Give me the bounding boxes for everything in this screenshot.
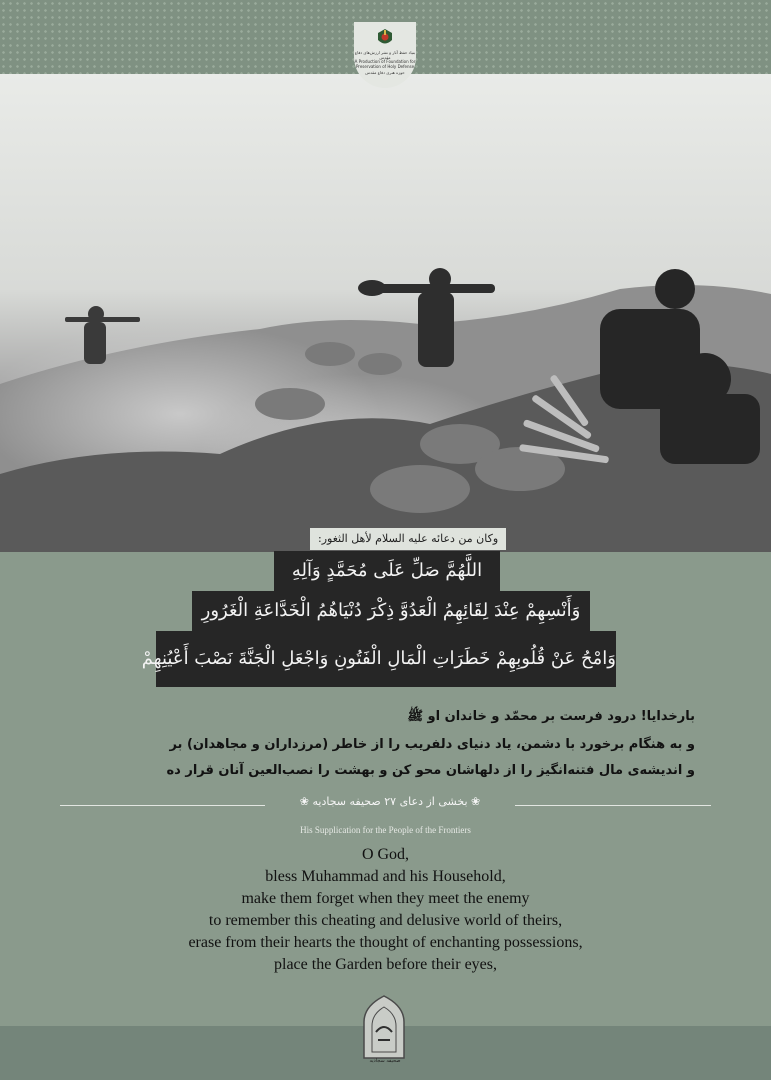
- arabic-line: اللَّهُمَّ صَلِّ عَلَى مُحَمَّدٍ وَآلِهِ: [274, 551, 500, 591]
- header-logo: [354, 22, 416, 88]
- english-line: make them forget when they meet the enemy: [241, 890, 530, 907]
- divider-left: [60, 805, 265, 806]
- arabic-line: وَأَنْسِهِمْ عِنْدَ لِقَائِهِمُ الْعَدُوَّ ذِكْرَ دُنْيَاهُمُ الْخَدَّاعَةِ الْغَرُورِ: [192, 591, 590, 631]
- english-line: erase from their hearts the thought of enchanting possessions,: [188, 934, 583, 951]
- emblem-icon: [376, 28, 394, 48]
- logo-text-en: A Production of Foundation for Preservation of Holy Defense: [354, 59, 416, 69]
- english-line: bless Muhammad and his Household,: [265, 868, 506, 885]
- persian-translation-line: بارخدایا! درود فرست بر محمّد و خاندان او ﷺ: [407, 709, 695, 724]
- logo-text-fa: بنیاد حفظ آثار و نشر ارزش‌های دفاع مقدس: [354, 50, 416, 60]
- logo-text-fa-2: حوزه هنری دفاع مقدس: [365, 70, 405, 75]
- photo-illustration: [0, 74, 771, 552]
- persian-translation-line: و اندیشه‌ی مال فتنه‌انگیز را از دلهاشان محو کن و بهشت را نصب‌العین آنان قرار ده: [166, 763, 695, 778]
- divider-right: [515, 805, 711, 806]
- english-line: O God,: [361, 846, 410, 863]
- persian-translation-line: و به هنگام برخورد با دشمن، یاد دنیای دلفریب را از خاطر (مرزداران و مجاهدان) بر: [169, 737, 695, 752]
- english-line: place the Garden before their eyes,: [274, 956, 497, 973]
- english-line: to remember this cheating and delusive world of theirs,: [208, 912, 563, 929]
- war-photograph: [0, 74, 771, 552]
- source-label: ❀ بخشی از دعای ۲۷ صحیفه سجادیه ❀: [299, 795, 481, 808]
- sahifa-logo-icon: [356, 992, 412, 1060]
- arabic-line: وَامْحُ عَنْ قُلُوبِهِمْ خَطَرَاتِ الْمَالِ الْفَتُونِ وَاجْعَلِ الْجَنَّةَ نَصْبَ أَعْيُنِهِمْ: [156, 631, 616, 687]
- bottom-logo-text: صحیفه سجادیه: [369, 1058, 401, 1064]
- english-title: His Supplication for the People of the Frontiers: [300, 825, 471, 835]
- prayer-heading: وكان من دعائه عليه السلام لأهل الثغور:: [310, 528, 506, 550]
